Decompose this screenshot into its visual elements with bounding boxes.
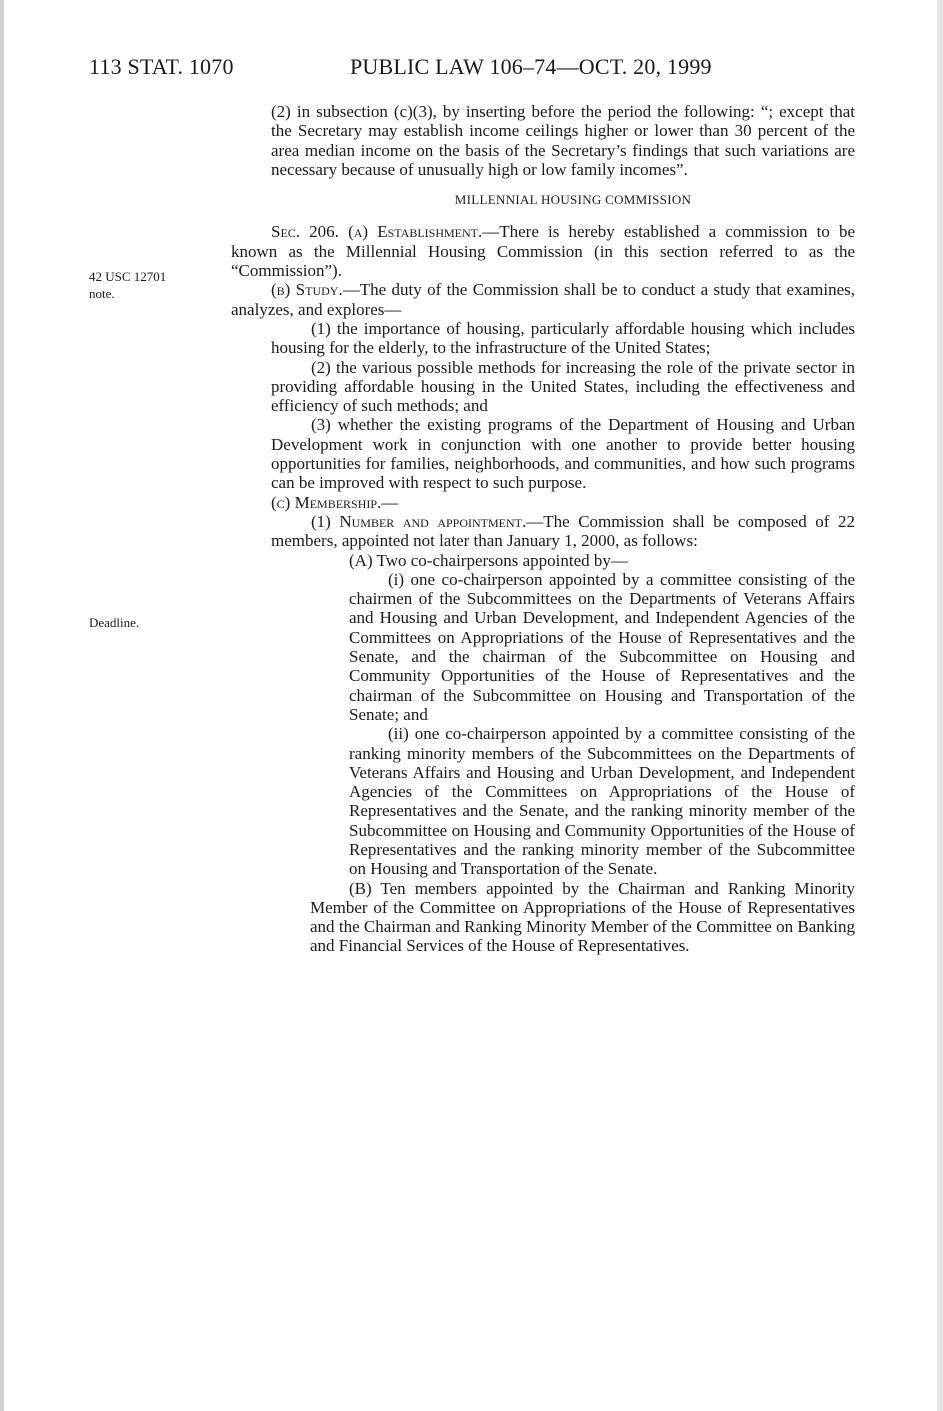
scan-edge-right: [937, 0, 943, 1411]
paragraph-b3: (3) whether the existing programs of the Department of Housing and Urban Development work in conjunction with one another to provide better housing opportunities for families, neighborhoods, and communities, and how such programs can be improved with respect to such purpose.: [271, 415, 855, 493]
margin-note-usc: [89, 268, 166, 302]
margin-note-deadline: Deadline.: [89, 615, 140, 630]
paragraph-cA: (A) Two co-chairpersons appointed by—: [349, 550, 628, 570]
paragraph-b-study: [231, 280, 855, 319]
heading-establishment: (a) Establishment.: [348, 222, 483, 242]
paragraph-cAii: (ii) one co-chairperson appointed by a committee consisting of the ranking minority members of the Subcommittees on the Departments of Veterans Affairs and Housing and Urban Development, and Independent Agencies of the Committees on Appropriations of the House of Representatives and the Senate, and the ranking minority member of the Subcommittee on Housing and Community Opportunities of the House of Representatives and the ranking minority member of the Subcommittee on Housing and Transportation of the Senate.: [349, 724, 855, 879]
statute-page-number: 113 STAT. 1070: [89, 54, 234, 79]
section-number: Sec. 206.: [271, 222, 339, 242]
paragraph-cAi: (i) one co-chairperson appointed by a committee consisting of the chairmen of the Subcommittees on the Departments of Veterans Affairs and Housing and Urban Development, and Independent Agencies of the Committees on Appropriations of the House of Representatives and the Senate, and the chairman of the Subcommittee on Housing and Community Opportunities of the House of Representatives and the chairman of the Subcommittee on Housing and Transportation of the Senate; and: [349, 569, 855, 724]
paragraph-b2: (2) the various possible methods for increasing the role of the private sector in providing affordable housing in the United States, including the effectiveness and efficiency of such methods; and: [271, 357, 855, 416]
membership-dash: —: [381, 492, 399, 512]
text-number-and-appointment: —The Commission shall be composed of 22 members, appointed not later than January 1, 2000, as follows:: [271, 511, 855, 551]
section-heading: MILLENNIAL HOUSING COMMISSION: [454, 192, 692, 208]
heading-study: (b) Study.: [271, 280, 343, 300]
text-study: —The duty of the Commission shall be to conduct a study that examines, analyzes, and explores—: [231, 280, 856, 319]
heading-number-and-appointment: (1) Number and appointment.: [311, 511, 527, 531]
text-establishment: —There is hereby established a commission to be known as the Millennial Housing Commission (in this section referred to as the “Commission”).: [231, 222, 856, 281]
scan-edge-left: [0, 0, 4, 1411]
margin-note-usc-citation: 42 USC 12701: [89, 269, 167, 284]
paragraph-subsection-c3: (2) in subsection (c)(3), by inserting before the period the following: “; except that the Secretary may establish income ceilings higher or lower than 30 percent of the area median income on the basis of the Secretary’s findings that such variations are necessary because of unusually high or low family incomes”.: [271, 102, 855, 179]
paragraph-cB: (B) Ten members appointed by the Chairman and Ranking Minority Member of the Committee on Appropriations of the House of Representatives and the Chairman and Ranking Minority Member of the Committee on Banking and Financial Services of the House of Representatives.: [310, 878, 855, 956]
heading-membership: (c) Membership.: [271, 492, 382, 512]
paragraph-c1: [231, 512, 855, 551]
paragraph-c-membership: [231, 493, 855, 512]
running-head-title: PUBLIC LAW 106–74—OCT. 20, 1999: [350, 54, 712, 79]
paragraph-b1: (1) the importance of housing, particularly affordable housing which includes housing for the elderly, to the infrastructure of the United States;: [271, 318, 855, 358]
page-body: [231, 102, 855, 956]
paragraph-sec-206-a: [231, 222, 855, 280]
margin-note-usc-note: note.: [89, 286, 115, 301]
